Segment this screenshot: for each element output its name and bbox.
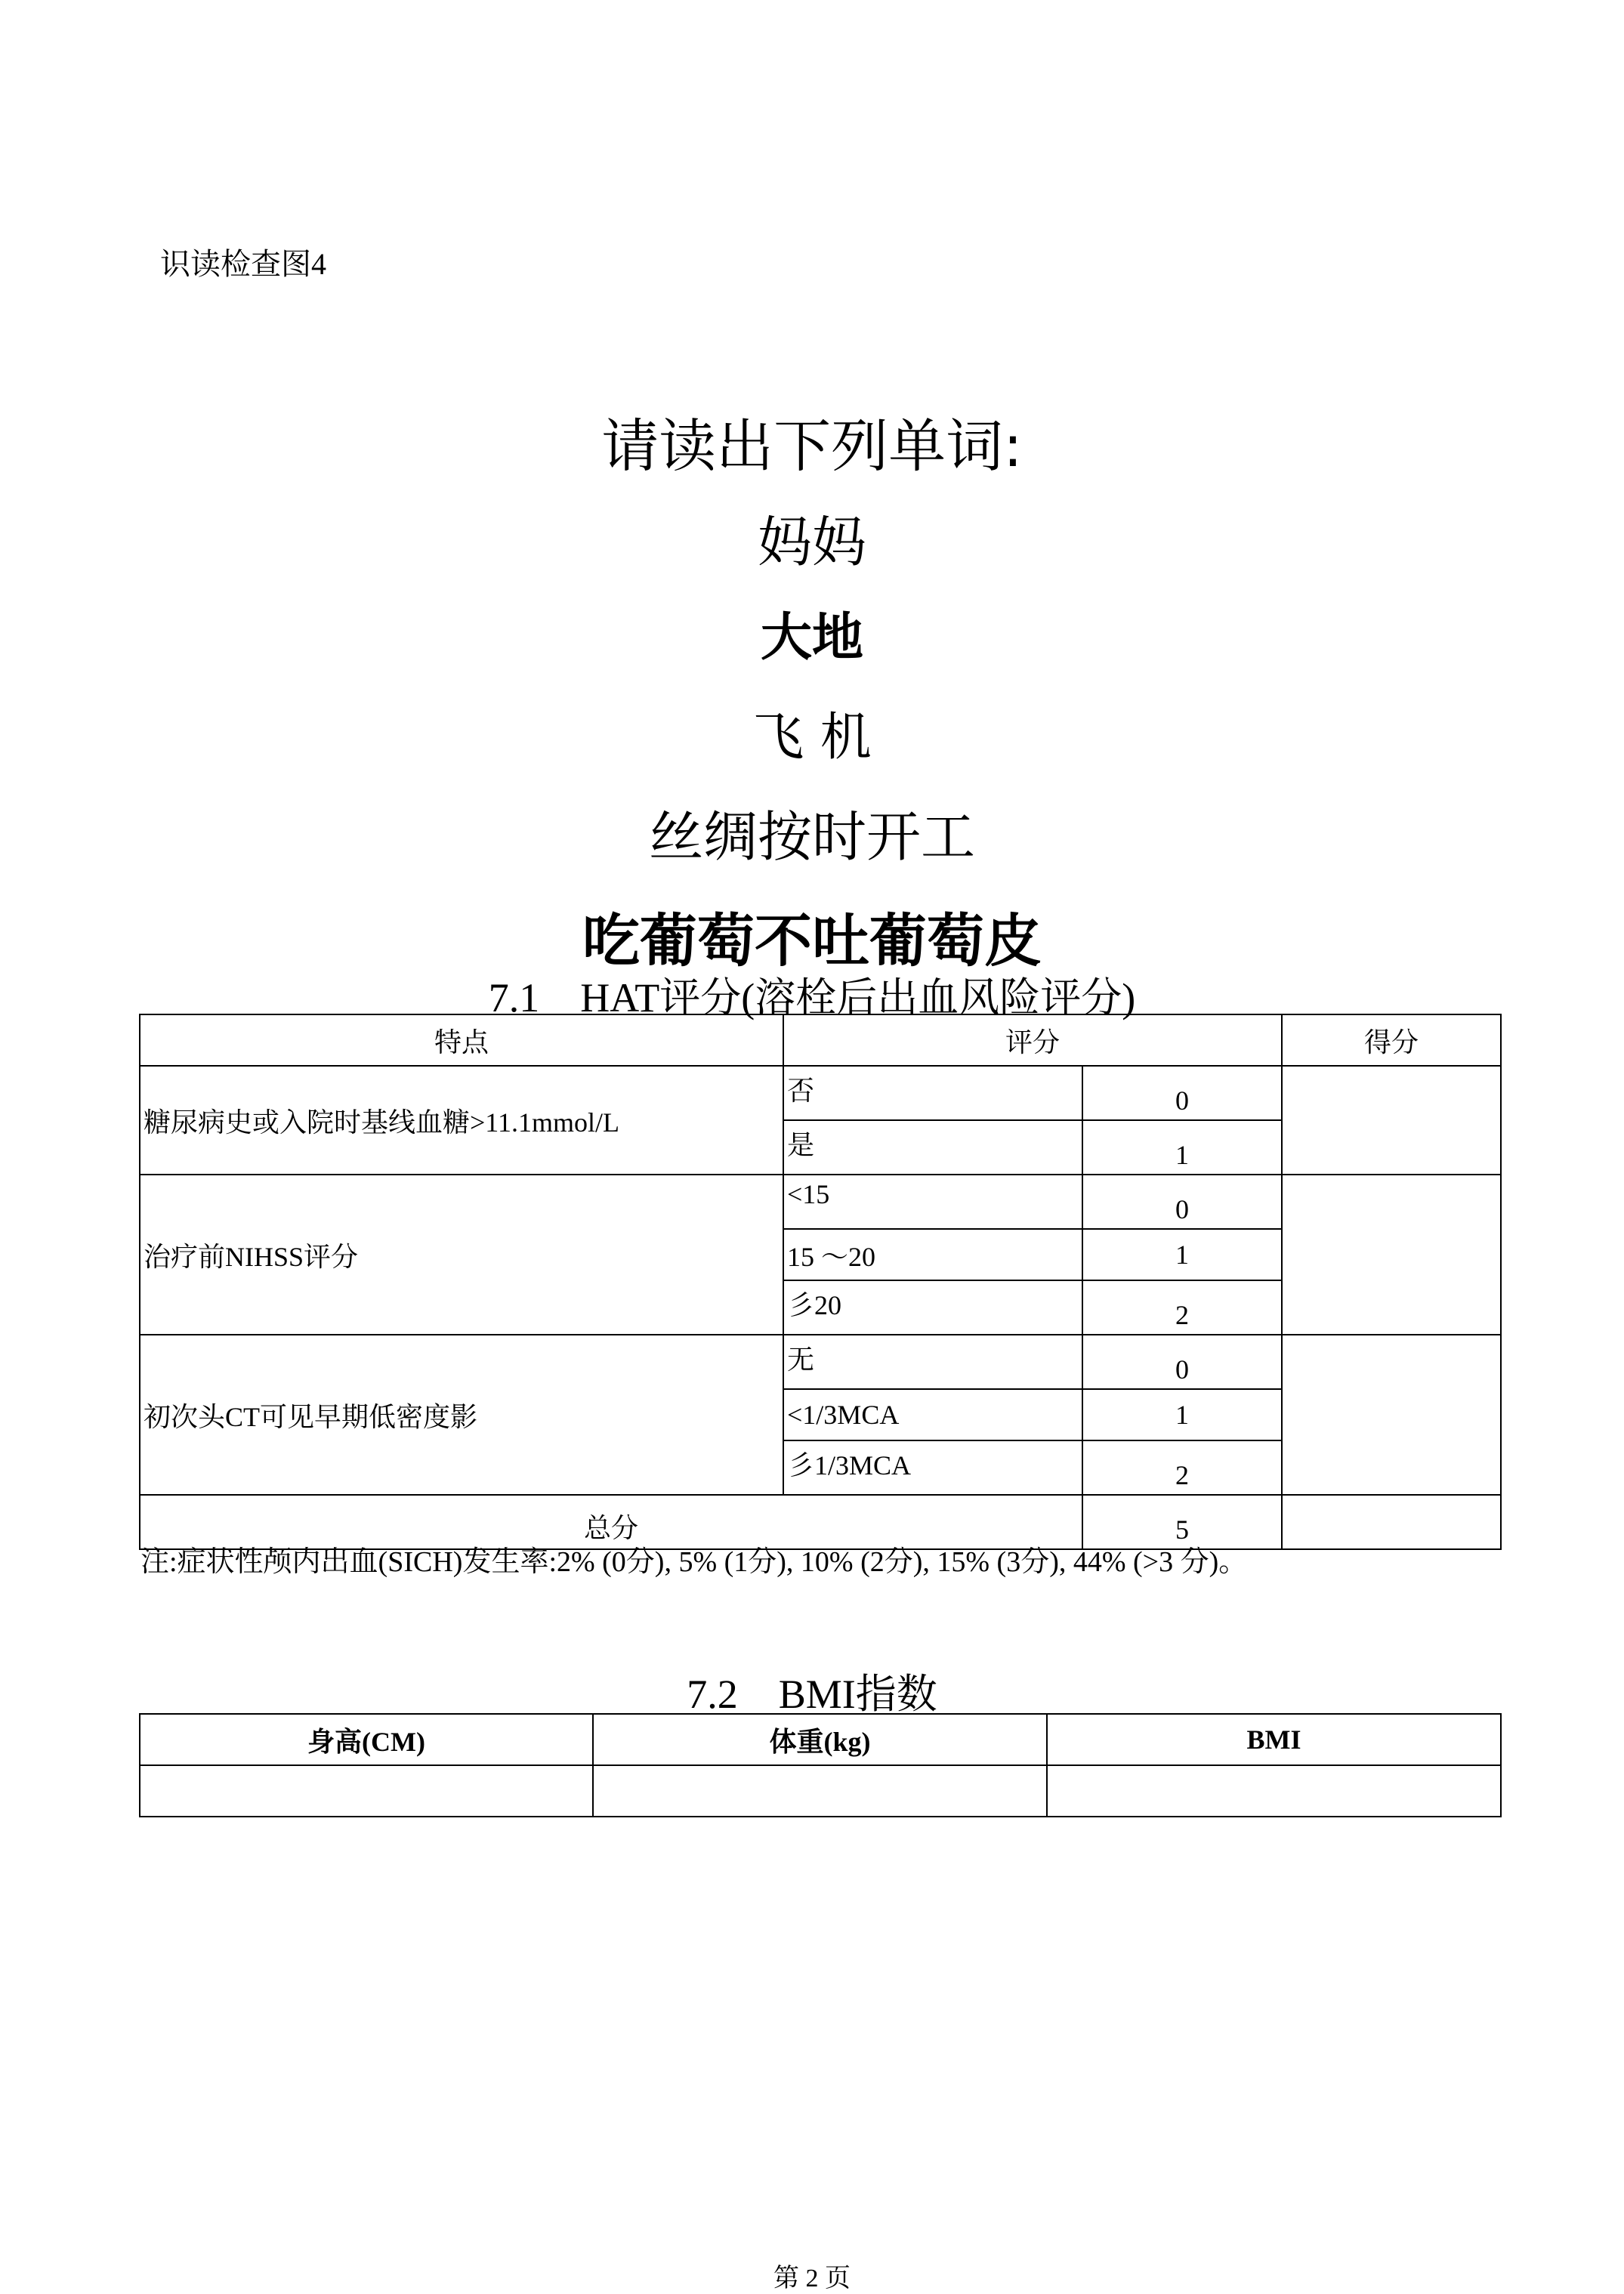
option-label: 彡20 [783, 1280, 1082, 1335]
hat-note: 注:症状性颅内出血(SICH)发生率:2% (0分), 5% (1分), 10% (2分), 15% (3分), 44% (>3 分)。 [140, 1546, 1248, 1578]
feature-cell: 初次头CT可见早期低密度影 [140, 1335, 783, 1495]
hat-section-title: 7.1 HAT评分(溶栓后出血风险评分) [488, 975, 1136, 1020]
reading-word: 大地 [760, 608, 863, 668]
reading-word: 飞 机 [752, 708, 872, 767]
table-row [140, 1765, 1501, 1817]
option-score: 1 [1082, 1120, 1282, 1175]
points-cell[interactable] [1282, 1175, 1501, 1335]
weight-input-cell[interactable] [593, 1765, 1047, 1817]
option-score: 2 [1082, 1280, 1282, 1335]
reading-word: 吃葡萄不吐葡萄皮 [582, 907, 1042, 974]
table-header-row [140, 1714, 1501, 1765]
header-bmi: BMI [1047, 1714, 1501, 1765]
total-points-cell[interactable] [1282, 1495, 1501, 1549]
feature-cell: 糖尿病史或入院时基线血糖>11.1mmol/L [140, 1066, 783, 1175]
option-score: 0 [1082, 1066, 1282, 1120]
points-cell[interactable] [1282, 1335, 1501, 1495]
page-number: 第 2 页 [773, 2265, 851, 2292]
bmi-input-cell[interactable] [1047, 1765, 1501, 1817]
option-label: 无 [783, 1335, 1082, 1389]
reading-word: 丝绸按时开工 [648, 805, 975, 869]
header-feature: 特点 [140, 1014, 783, 1066]
total-score: 5 [1082, 1495, 1282, 1549]
option-score: 1 [1082, 1229, 1282, 1280]
option-label: 否 [783, 1066, 1082, 1120]
option-score: 0 [1082, 1335, 1282, 1389]
option-score: 0 [1082, 1175, 1282, 1229]
option-label: <1/3MCA [783, 1389, 1082, 1440]
option-label: 15 〜20 [783, 1229, 1082, 1280]
table-row [140, 1335, 1501, 1389]
header-score: 评分 [783, 1014, 1282, 1066]
total-label: 总分 [140, 1495, 1082, 1549]
feature-cell: 治疗前NIHSS评分 [140, 1175, 783, 1335]
bmi-section-title: 7.2 BMI指数 [687, 1672, 937, 1717]
table-header-row [140, 1014, 1501, 1066]
reading-word: 妈妈 [757, 511, 866, 574]
table-row [140, 1066, 1501, 1120]
option-label: 彡1/3MCA [783, 1440, 1082, 1495]
header-weight: 体重(kg) [593, 1714, 1047, 1765]
points-cell[interactable] [1282, 1066, 1501, 1175]
figure-caption: 识读检查图4 [160, 247, 326, 281]
option-score: 1 [1082, 1389, 1282, 1440]
option-label: <15 [783, 1175, 1082, 1229]
hat-score-table [139, 1014, 1502, 1550]
bmi-table [139, 1713, 1502, 1817]
header-points: 得分 [1282, 1014, 1501, 1066]
option-label: 是 [783, 1120, 1082, 1175]
option-score: 2 [1082, 1440, 1282, 1495]
height-input-cell[interactable] [140, 1765, 593, 1817]
table-row [140, 1175, 1501, 1229]
reading-heading: 请读出下列单词: [601, 412, 1023, 480]
header-height: 身高(CM) [140, 1714, 593, 1765]
